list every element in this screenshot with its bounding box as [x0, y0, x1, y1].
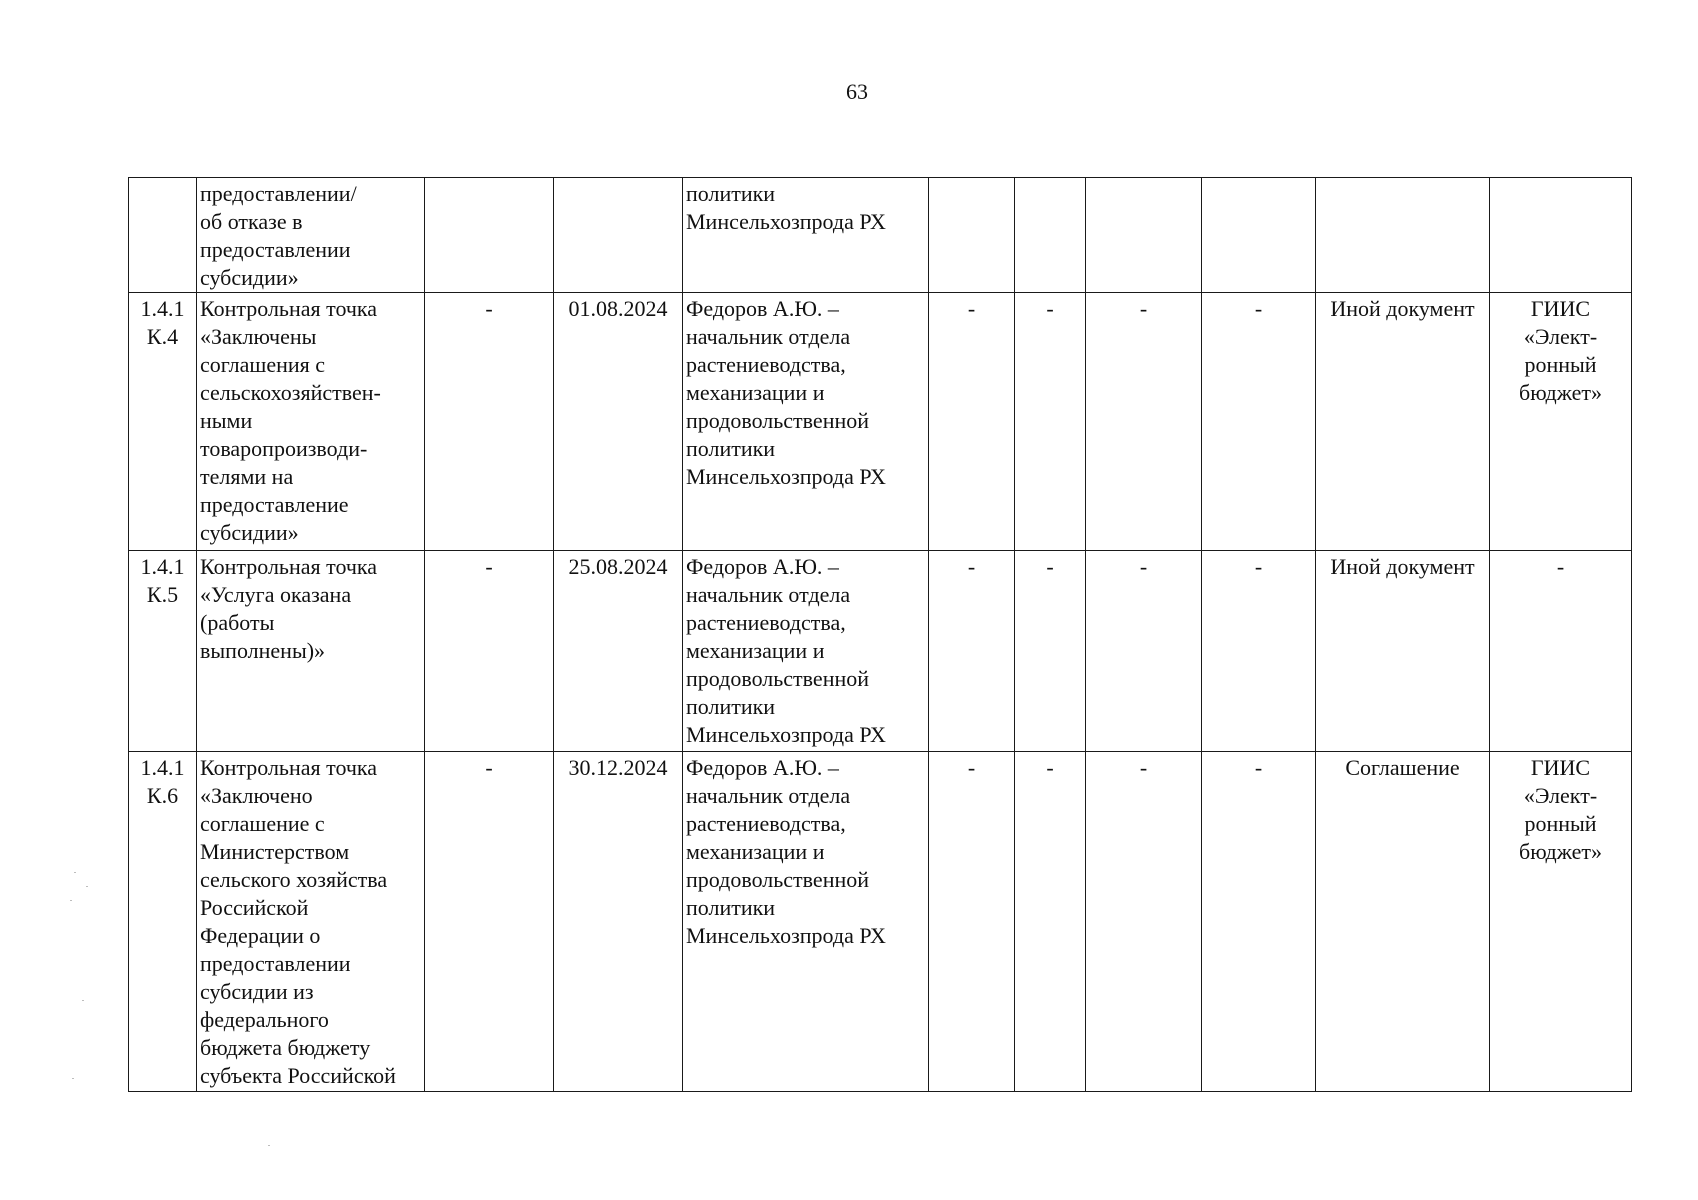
cell-information-system — [1490, 551, 1632, 752]
cell-responsible-line: начальник отдела — [686, 324, 851, 349]
cell-name-line: товаропроизводи- — [200, 436, 368, 461]
cell-name-line: «Заключены — [200, 324, 317, 349]
cell-number — [129, 752, 197, 1092]
scan-artifact — [74, 872, 76, 873]
cell-date — [554, 178, 683, 293]
cell-number — [129, 178, 197, 293]
cell-name-line: Министерством — [200, 839, 350, 864]
cell-document-type: Соглашение — [1316, 752, 1490, 1092]
table-row — [129, 752, 1632, 1092]
cell-col7 — [1015, 178, 1086, 293]
cell-name-line: Контрольная точка — [200, 755, 378, 780]
page-number: 63 — [846, 79, 868, 104]
cell-information-system — [1490, 178, 1632, 293]
cell-col8 — [1086, 178, 1202, 293]
cell-name-line: предоставлении — [200, 951, 351, 976]
cell-name-line: «Заключено — [200, 783, 313, 808]
cell-information-system-line: - — [1556, 554, 1565, 579]
cell-name-line: предоставлении/ — [200, 181, 357, 206]
scan-artifact — [82, 1000, 84, 1001]
cell-responsible-line: механизации и — [686, 380, 825, 405]
scan-artifact — [86, 886, 88, 887]
cell-col3: - — [425, 293, 554, 551]
cell-col9 — [1202, 178, 1316, 293]
cell-col9: - — [1202, 752, 1316, 1092]
cell-responsible-line: Федоров А.Ю. – — [686, 296, 839, 321]
cell-responsible — [683, 178, 929, 293]
cell-number — [129, 551, 197, 752]
cell-document-type — [1316, 178, 1490, 293]
table-body — [129, 178, 1632, 1092]
cell-col8: - — [1086, 293, 1202, 551]
cell-name-line: Контрольная точка — [200, 554, 378, 579]
cell-responsible-line: растениеводства, — [686, 610, 846, 635]
cell-name-line: (работы — [200, 610, 275, 635]
cell-information-system-line: бюджет» — [1519, 839, 1602, 864]
cell-number-line: К.5 — [146, 582, 179, 607]
cell-col7: - — [1015, 752, 1086, 1092]
cell-name-line: телями на — [200, 464, 294, 489]
cell-number — [129, 293, 197, 551]
cell-responsible-line: Федоров А.Ю. – — [686, 755, 839, 780]
table-row — [129, 178, 1632, 293]
cell-date: 25.08.2024 — [554, 551, 683, 752]
cell-name — [197, 293, 425, 551]
cell-information-system-line: ронный — [1524, 352, 1597, 377]
scan-artifact — [72, 1078, 74, 1079]
cell-name — [197, 178, 425, 293]
cell-col3 — [425, 178, 554, 293]
cell-responsible-line: политики — [686, 694, 776, 719]
cell-name-line: соглашения с — [200, 352, 326, 377]
cell-responsible-line: механизации и — [686, 638, 825, 663]
cell-name-line: «Услуга оказана — [200, 582, 352, 607]
cell-name-line: Федерации о — [200, 923, 321, 948]
cell-document-type: Иной документ — [1316, 293, 1490, 551]
cell-document-type: Иной документ — [1316, 551, 1490, 752]
cell-name-line: предоставлении — [200, 237, 351, 262]
cell-responsible-line: Минсельхозпрода РХ — [686, 464, 886, 489]
cell-col3: - — [425, 551, 554, 752]
cell-col8: - — [1086, 551, 1202, 752]
cell-information-system-line: «Элект- — [1523, 324, 1598, 349]
cell-responsible-line: растениеводства, — [686, 811, 846, 836]
cell-col6: - — [929, 752, 1015, 1092]
cell-col9: - — [1202, 551, 1316, 752]
cell-number-line: 1.4.1 — [140, 554, 185, 579]
cell-name-line: сельского хозяйства — [200, 867, 388, 892]
cell-responsible-line: продовольственной — [686, 666, 870, 691]
cell-number-line: 1.4.1 — [140, 755, 185, 780]
cell-name-line: Контрольная точка — [200, 296, 378, 321]
cell-information-system-line: «Элект- — [1523, 783, 1598, 808]
scan-artifact — [70, 900, 72, 901]
cell-name-line: федерального — [200, 1007, 329, 1032]
cell-name-line: субсидии из — [200, 979, 314, 1004]
cell-name-line: выполнены)» — [200, 638, 326, 663]
cell-col6 — [929, 178, 1015, 293]
cell-responsible — [683, 551, 929, 752]
table-row — [129, 551, 1632, 752]
cell-col3: - — [425, 752, 554, 1092]
cell-information-system — [1490, 752, 1632, 1092]
cell-information-system-line: ронный — [1524, 811, 1597, 836]
cell-responsible — [683, 293, 929, 551]
cell-responsible-line: политики — [686, 436, 776, 461]
cell-date: 01.08.2024 — [554, 293, 683, 551]
cell-number-line: К.6 — [146, 783, 179, 808]
cell-responsible-line: начальник отдела — [686, 582, 851, 607]
cell-responsible-line: начальник отдела — [686, 783, 851, 808]
cell-responsible-line: Минсельхозпрода РХ — [686, 209, 886, 234]
cell-responsible-line: политики — [686, 181, 776, 206]
cell-responsible-line: продовольственной — [686, 408, 870, 433]
cell-name-line: соглашение с — [200, 811, 325, 836]
cell-responsible-line: Федоров А.Ю. – — [686, 554, 839, 579]
cell-number-line: 1.4.1 — [140, 296, 185, 321]
cell-col6: - — [929, 293, 1015, 551]
cell-name-line: об отказе в — [200, 209, 303, 234]
cell-name-line: субъекта Российской — [200, 1063, 396, 1088]
cell-responsible-line: Минсельхозпрода РХ — [686, 923, 886, 948]
cell-col7: - — [1015, 293, 1086, 551]
cell-col7: - — [1015, 551, 1086, 752]
cell-date: 30.12.2024 — [554, 752, 683, 1092]
cell-col9: - — [1202, 293, 1316, 551]
cell-information-system-line: бюджет» — [1519, 380, 1602, 405]
cell-responsible — [683, 752, 929, 1092]
table-row — [129, 293, 1632, 551]
cell-name — [197, 551, 425, 752]
cell-responsible-line: политики — [686, 895, 776, 920]
control-points-table — [128, 177, 1632, 1092]
cell-col6: - — [929, 551, 1015, 752]
cell-name-line: бюджета бюджету — [200, 1035, 371, 1060]
cell-name-line: субсидии» — [200, 520, 299, 545]
cell-responsible-line: растениеводства, — [686, 352, 846, 377]
cell-responsible-line: Минсельхозпрода РХ — [686, 722, 886, 747]
cell-name-line: предоставление — [200, 492, 349, 517]
cell-name-line: Российской — [200, 895, 309, 920]
cell-name — [197, 752, 425, 1092]
cell-number-line: К.4 — [146, 324, 179, 349]
scan-artifact — [268, 1145, 270, 1146]
cell-name-line: сельскохозяйствен- — [200, 380, 381, 405]
cell-responsible-line: механизации и — [686, 839, 825, 864]
cell-name-line: ными — [200, 408, 253, 433]
cell-col8: - — [1086, 752, 1202, 1092]
cell-information-system-line: ГИИС — [1530, 755, 1591, 780]
cell-responsible-line: продовольственной — [686, 867, 870, 892]
cell-information-system — [1490, 293, 1632, 551]
cell-information-system-line: ГИИС — [1530, 296, 1591, 321]
cell-name-line: субсидии» — [200, 265, 299, 290]
